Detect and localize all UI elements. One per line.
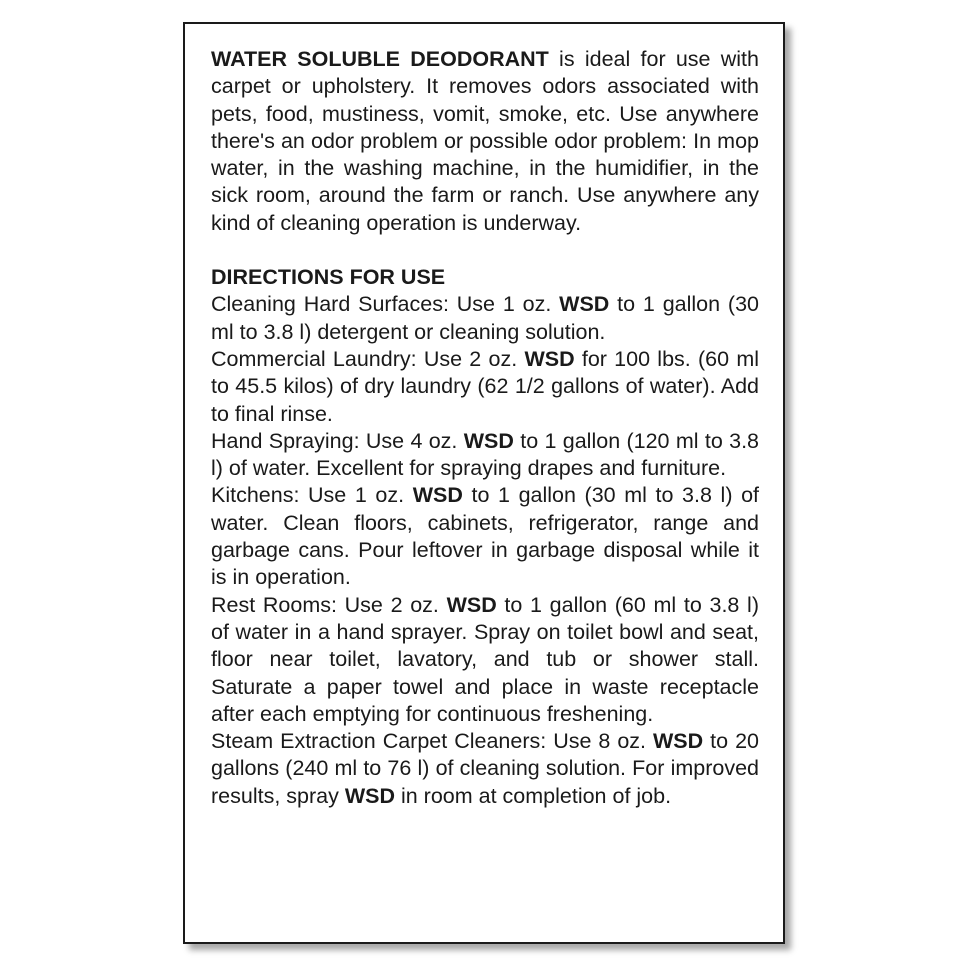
intro-text: is ideal for use with carpet or upholstery. It removes odors associated with pets, food, mustiness, vomit, smoke, etc. Use anywhere there's an odor problem or possible odor problem: In mop water, in the washing machine, in the humidifier, in the sick room, around the farm or ranch. Use anywhere any kind of cleaning operation is underway.	[211, 47, 759, 235]
direction-text: to 20 gallons (240 ml to 76 l) of cleaning solution. For improved results, spray	[211, 729, 759, 808]
direction-text: Commercial Laundry: Use 2 oz.	[211, 346, 525, 371]
directions-heading: DIRECTIONS FOR USE	[211, 265, 446, 290]
direction-text: to 1 gallon (30 ml to 3.8 l) of water. Clean floors, cabinets, refrigerator, range and garbage cans. Pour leftover in garbage disposal while it is in operation.	[211, 483, 760, 590]
direction-text: to 1 gallon (30 ml to 3.8 l) detergent or cleaning solution.	[211, 292, 759, 344]
wsd-abbreviation: WSD	[344, 783, 395, 808]
wsd-abbreviation: WSD	[653, 729, 704, 754]
wsd-abbreviation: WSD	[446, 592, 497, 617]
direction-text: to 1 gallon (120 ml to 3.8 l) of water. Excellent for spraying drapes and furniture.	[211, 428, 759, 481]
direction-commercial-laundry	[211, 346, 759, 428]
wsd-abbreviation: WSD	[412, 483, 463, 508]
direction-cleaning-hard-surfaces	[211, 291, 759, 346]
direction-steam-extraction	[211, 728, 759, 810]
wsd-abbreviation: WSD	[524, 346, 575, 371]
direction-text: Steam Extraction Carpet Cleaners: Use 8 oz.	[211, 729, 654, 754]
direction-rest-rooms	[211, 592, 759, 728]
direction-hand-spraying	[211, 428, 759, 483]
product-label-card	[183, 22, 785, 944]
intro-paragraph	[211, 46, 759, 237]
direction-text: Cleaning Hard Surfaces: Use 1 oz.	[211, 292, 560, 317]
direction-kitchens	[211, 482, 759, 591]
direction-text: Kitchens: Use 1 oz.	[211, 483, 413, 508]
wsd-abbreviation: WSD	[559, 292, 610, 317]
direction-text: Rest Rooms: Use 2 oz.	[211, 592, 447, 617]
direction-text: to 1 gallon (60 ml to 3.8 l) of water in a hand sprayer. Spray on toilet bowl and seat, floor near toilet, lavatory, and tub or shower stall. Saturate a paper towel and place in waste receptacle after each emptying for continuous freshening.	[211, 592, 759, 726]
direction-text: in room at completion of job.	[395, 783, 672, 808]
product-name: WATER SOLUBLE DEODORANT	[211, 47, 549, 71]
label-text-block	[211, 46, 759, 810]
direction-text: for 100 lbs. (60 ml to 45.5 kilos) of dry laundry (62 1/2 gallons of water). Add to final rinse.	[211, 346, 760, 426]
direction-text: Hand Spraying: Use 4 oz.	[211, 428, 464, 453]
wsd-abbreviation: WSD	[463, 428, 514, 453]
